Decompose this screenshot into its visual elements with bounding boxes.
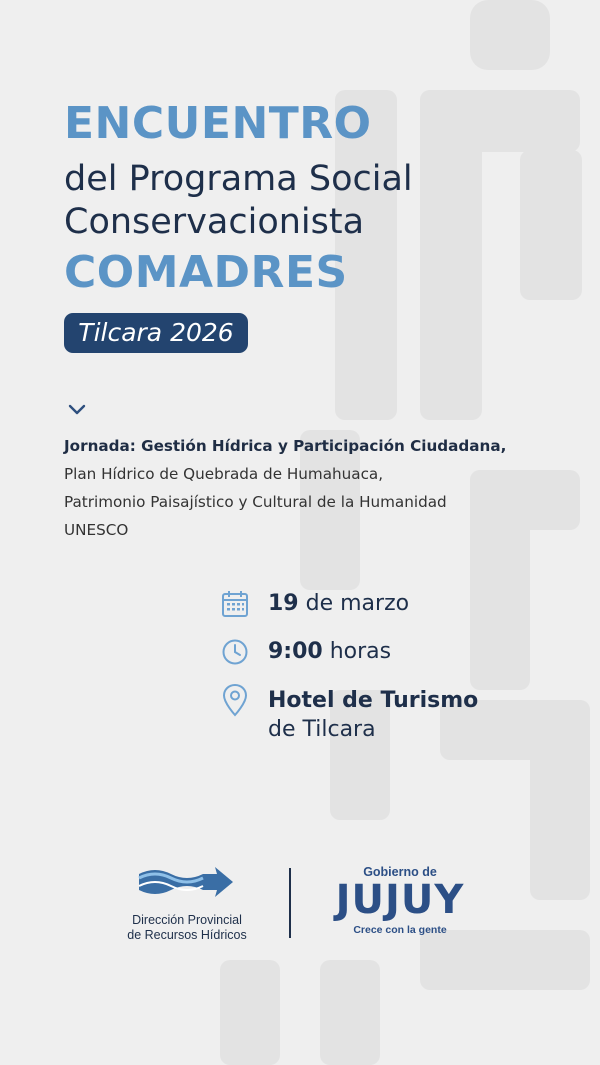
clock-icon xyxy=(221,638,249,666)
description-heading: Jornada: Gestión Hídrica y Participación Ciudadana, xyxy=(64,437,507,455)
jujuy-wordmark: JUJUY xyxy=(335,877,465,923)
description-line: UNESCO xyxy=(64,521,129,539)
date-day: 19 xyxy=(268,591,299,616)
map-pin-icon xyxy=(222,683,248,717)
title-comadres: COMADRES xyxy=(64,247,348,298)
gobierno-label: Gobierno de xyxy=(363,865,437,879)
description-line: Patrimonio Paisajístico y Cultural de la Humanidad xyxy=(64,493,447,511)
event-time xyxy=(268,641,391,663)
water-waves-logo xyxy=(135,864,237,912)
title-line-programa: del Programa Social xyxy=(64,159,413,199)
time-value: 9:00 xyxy=(268,639,323,664)
event-venue xyxy=(268,690,478,712)
gobierno-tagline: Crece con la gente xyxy=(353,924,447,936)
event-venue-city: de Tilcara xyxy=(268,717,376,742)
venue-name: Hotel de Turismo xyxy=(268,688,479,713)
time-unit: horas xyxy=(322,639,392,664)
direccion-label-line2: de Recursos Hídricos xyxy=(127,928,247,942)
title-line-conservacionista: Conservacionista xyxy=(64,202,365,242)
event-date xyxy=(268,593,409,615)
chevron-down-icon xyxy=(68,404,86,416)
direccion-label-line1: Dirección Provincial xyxy=(132,913,242,927)
location-year-badge: Tilcara 2026 xyxy=(64,313,248,353)
logo-divider xyxy=(289,868,291,938)
date-month: de marzo xyxy=(298,591,410,616)
title-encuentro: ENCUENTRO xyxy=(64,98,372,149)
description-line: Plan Hídrico de Quebrada de Humahuaca, xyxy=(64,465,384,483)
event-description xyxy=(64,432,506,544)
calendar-icon xyxy=(221,590,249,618)
